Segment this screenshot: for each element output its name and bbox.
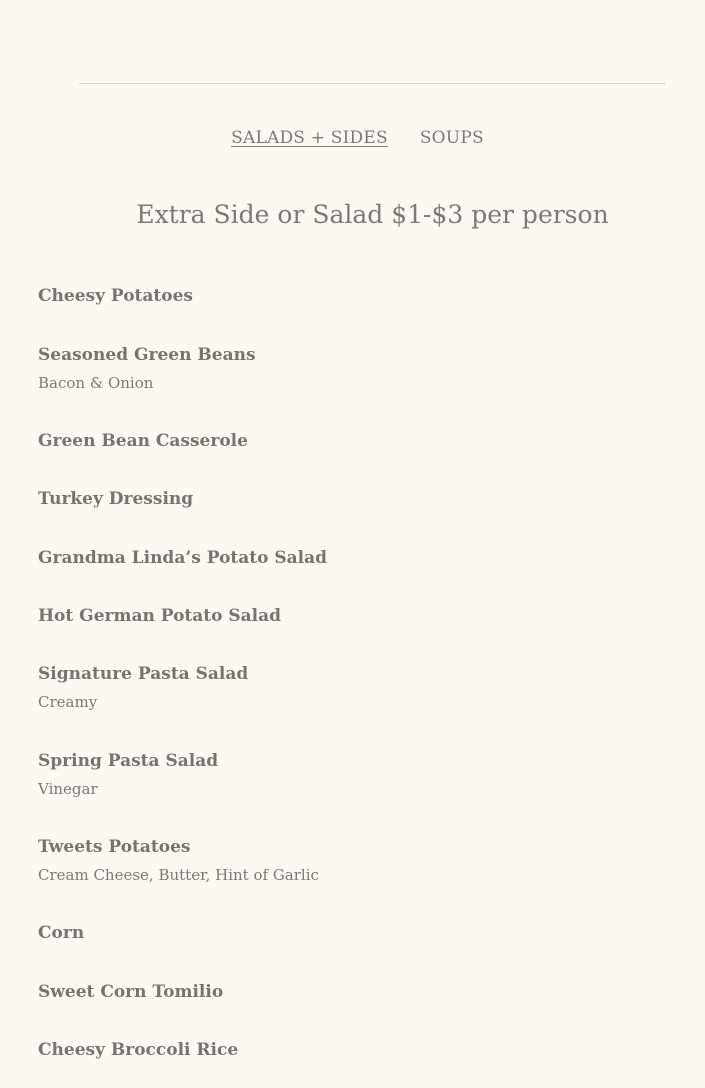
menu-item: [38, 1036, 678, 1064]
menu-item-name: Seasoned Green Beans: [38, 345, 256, 365]
menu-item: [38, 747, 678, 803]
tab-salads-sides[interactable]: SALADS + SIDES: [231, 128, 388, 148]
menu-item-name: Signature Pasta Salad: [38, 664, 249, 684]
menu-item-name: Cheesy Potatoes: [38, 286, 194, 306]
menu-item-name: Hot German Potato Salad: [38, 606, 282, 626]
menu-item-name: Cheesy Broccoli Rice: [38, 1040, 239, 1060]
menu-category-tabs: [0, 128, 705, 148]
menu-item-name: Tweets Potatoes: [38, 837, 191, 857]
menu-item-description: Bacon & Onion: [38, 374, 154, 392]
menu-item: [38, 978, 678, 1006]
menu-item-name: Sweet Corn Tomilio: [38, 982, 224, 1002]
menu-item: [38, 919, 678, 947]
menu-item-name: Spring Pasta Salad: [38, 751, 219, 771]
menu-item: [38, 544, 678, 572]
menu-item-name: Corn: [38, 923, 85, 943]
menu-item-description: Vinegar: [38, 780, 98, 798]
tab-soups[interactable]: SOUPS: [419, 128, 484, 148]
menu-item: [38, 282, 678, 310]
menu-item-description: Creamy: [38, 693, 98, 711]
menu-item: [38, 660, 678, 716]
menu-item-description: Cream Cheese, Butter, Hint of Garlic: [38, 866, 319, 884]
price-heading: Extra Side or Salad $1-$3 per person: [136, 200, 609, 229]
menu-item: [38, 341, 678, 397]
menu-item: [38, 833, 678, 889]
menu-item: [38, 602, 678, 630]
menu-item-name: Grandma Linda’s Potato Salad: [38, 548, 328, 568]
menu-item: [38, 485, 678, 513]
menu-item-name: Turkey Dressing: [38, 489, 194, 509]
menu-item-name: Green Bean Casserole: [38, 431, 248, 451]
menu-item: [38, 427, 678, 455]
section-divider: [79, 83, 666, 84]
